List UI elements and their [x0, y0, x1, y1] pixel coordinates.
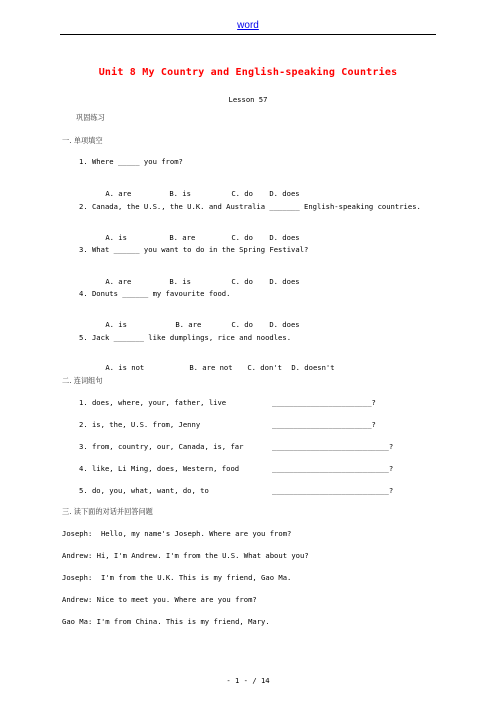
reorder-words-5: 5. do, you, what, want, do, to — [79, 486, 209, 495]
header-divider — [60, 34, 436, 35]
reorder-blank-4: ___________________________? — [272, 464, 394, 473]
reorder-blank-1: _______________________? — [272, 398, 376, 407]
option-d: D. does — [269, 277, 300, 286]
lesson-label: Lesson 57 — [228, 95, 268, 104]
reorder-words-1: 1. does, where, your, father, live — [79, 398, 227, 407]
option-b: B. is — [169, 277, 191, 286]
section3-heading: 三. 读下面的对话并回答问题 — [62, 507, 153, 516]
section2-heading: 二. 连词组句 — [62, 376, 103, 385]
dialogue-line: Andrew: Hi, I'm Andrew. I'm from the U.S. What about you? — [62, 551, 309, 560]
page-number: - 1 - / 14 — [226, 676, 270, 685]
option-a: A. is not — [105, 363, 145, 372]
header-word-link[interactable]: word — [237, 20, 259, 31]
dialogue-line: Joseph: I'm from the U.K. This is my friend, Gao Ma. — [62, 573, 292, 582]
question-3: 3. What ______ you want to do in the Spring Festival? — [79, 245, 309, 254]
document-title: Unit 8 My Country and English-speaking Countries — [98, 67, 398, 78]
reorder-blank-2: _______________________? — [272, 420, 376, 429]
option-c: C. do — [231, 320, 253, 329]
option-a: A. is — [105, 233, 127, 242]
option-c: C. do — [231, 189, 253, 198]
reorder-words-3: 3. from, country, our, Canada, is, far — [79, 442, 244, 451]
option-c: C. don't — [247, 363, 282, 372]
option-b: B. is — [169, 189, 191, 198]
option-a: A. are — [105, 277, 132, 286]
question-2: 2. Canada, the U.S., the U.K. and Australia _______ English-speaking countries. — [79, 202, 421, 211]
option-b: B. are — [169, 233, 196, 242]
section1-heading: 一. 单项填空 — [62, 136, 103, 145]
option-d: D. does — [269, 233, 300, 242]
question-5: 5. Jack _______ like dumplings, rice and noodles. — [79, 333, 292, 342]
option-b: B. are not — [189, 363, 233, 372]
option-a: A. are — [105, 189, 132, 198]
question-4: 4. Donuts ______ my favourite food. — [79, 289, 231, 298]
practice-heading: 巩固练习 — [76, 113, 105, 122]
option-d: D. doesn't — [291, 363, 335, 372]
reorder-blank-5: ___________________________? — [272, 486, 394, 495]
option-d: D. does — [269, 320, 300, 329]
option-c: C. do — [231, 277, 253, 286]
question-1: 1. Where _____ you from? — [79, 157, 183, 166]
reorder-words-4: 4. like, Li Ming, does, Western, food — [79, 464, 240, 473]
dialogue-line: Gao Ma: I'm from China. This is my friend, Mary. — [62, 617, 270, 626]
question-5-options — [88, 354, 335, 381]
dialogue-line: Joseph: Hello, my name's Joseph. Where are you from? — [62, 529, 292, 538]
option-a: A. is — [105, 320, 127, 329]
option-b: B. are — [175, 320, 202, 329]
reorder-blank-3: ___________________________? — [272, 442, 394, 451]
option-d: D. does — [269, 189, 300, 198]
dialogue-line: Andrew: Nice to meet you. Where are you from? — [62, 595, 257, 604]
option-c: C. do — [231, 233, 253, 242]
reorder-words-2: 2. is, the, U.S. from, Jenny — [79, 420, 201, 429]
